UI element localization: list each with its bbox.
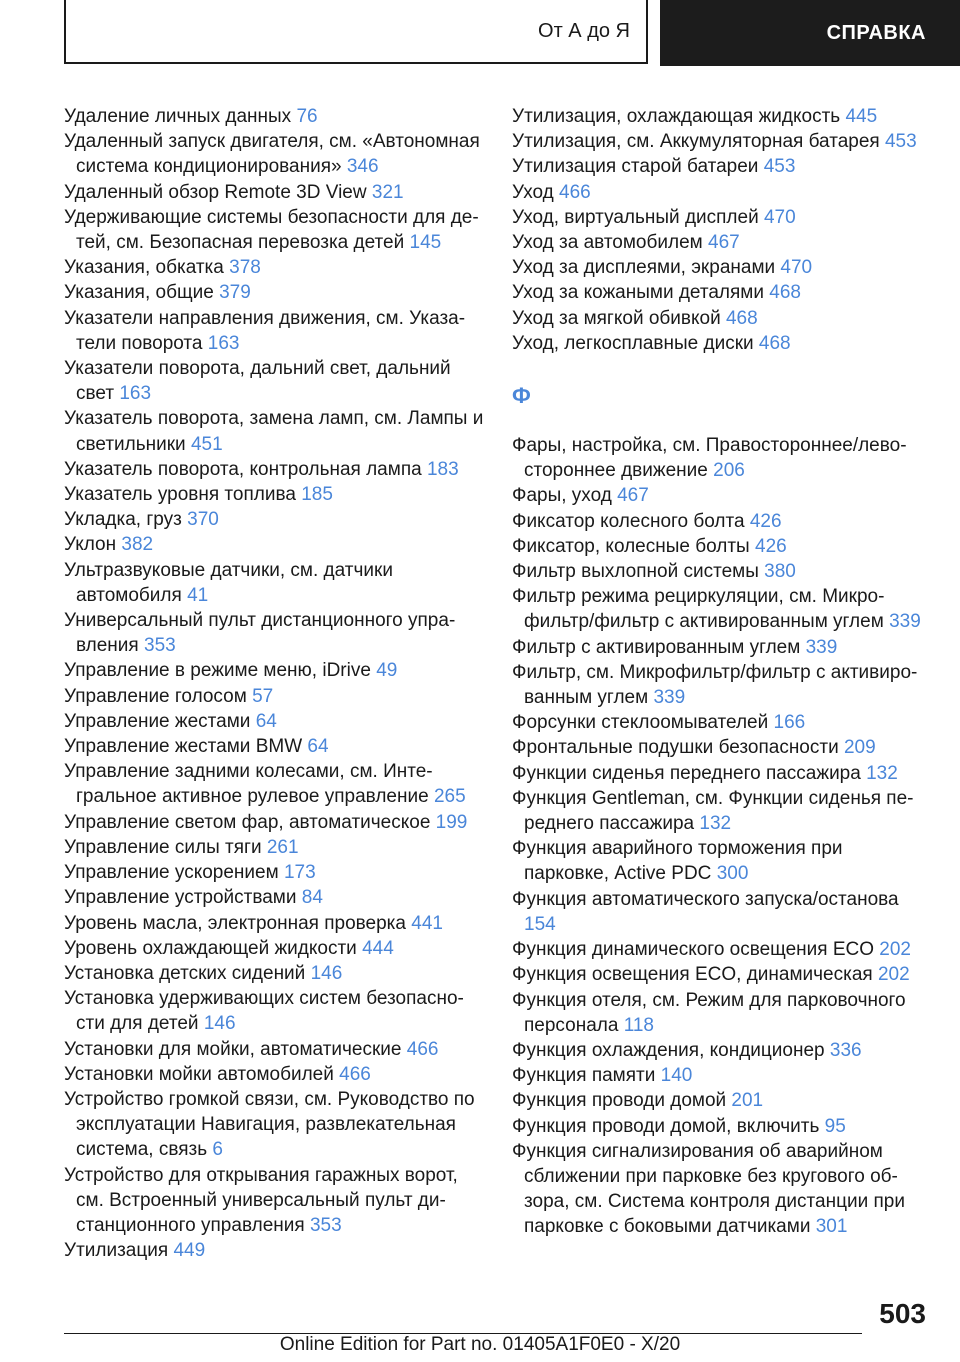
index-entry (512, 129, 932, 154)
page-reference-link[interactable]: 339 (889, 611, 921, 633)
index-entry (512, 230, 932, 255)
page-reference-link[interactable]: 166 (773, 712, 806, 734)
page-reference-link[interactable]: 380 (764, 561, 796, 583)
page-reference-link[interactable]: 426 (755, 535, 787, 557)
page-reference-link[interactable]: 353 (309, 1214, 342, 1236)
entry-text: Функция автоматического запуска/останова (512, 888, 899, 910)
page-reference-link[interactable]: 467 (617, 485, 649, 507)
page-reference-link[interactable]: 336 (829, 1039, 862, 1061)
page-reference-link[interactable]: 426 (749, 510, 782, 532)
entry-text: Указатель поворота, контрольная лампа (64, 458, 422, 480)
entry-text: Удаленный обзор Remote 3D View (64, 181, 367, 203)
entry-text: Функция динамического освещения ECO (512, 939, 875, 961)
index-entry (64, 457, 484, 482)
entry-text: Фильтр выхлопной системы (512, 561, 759, 583)
page-reference-link[interactable]: 49 (376, 660, 398, 682)
index-entry (64, 810, 484, 835)
page-reference-link[interactable]: 301 (815, 1216, 848, 1238)
index-entry (64, 885, 484, 910)
index-entry (64, 709, 484, 734)
entry-text: Уход за кожаными деталями (512, 282, 764, 304)
chapter-tab (660, 0, 960, 66)
entry-text: Функция аварийного торможения при парковке, Active PDC (512, 838, 843, 885)
entry-text: Утилизация (64, 1240, 169, 1262)
index-entry (512, 584, 932, 634)
index-entry (512, 180, 932, 205)
entry-text: Уход, виртуальный дисплей (512, 206, 759, 228)
page-reference-link[interactable]: 321 (371, 181, 404, 203)
entry-text: Фронтальные подушки безопасности (512, 737, 839, 759)
index-entry (64, 280, 484, 305)
page-reference-link[interactable]: 185 (301, 484, 333, 506)
page-reference-link[interactable]: 6 (212, 1139, 223, 1161)
page-reference-link[interactable]: 468 (769, 282, 801, 304)
entry-text: Установка детских сидений (64, 962, 306, 984)
page-reference-link[interactable]: 468 (758, 332, 791, 354)
entry-text: Функция проводи домой (512, 1090, 727, 1112)
page-reference-link[interactable]: 64 (255, 710, 277, 732)
index-entry (64, 658, 484, 683)
page-reference-link[interactable]: 370 (187, 509, 219, 531)
entry-text: Функция освещения ECO, динамическая (512, 964, 873, 986)
index-entry (512, 635, 932, 660)
index-entry (64, 255, 484, 280)
page-reference-link[interactable]: 163 (119, 383, 152, 405)
page-reference-link[interactable]: 466 (406, 1038, 439, 1060)
page-reference-link[interactable]: 57 (252, 685, 274, 707)
index-entry (64, 482, 484, 507)
footer-edition: Online Edition for Part no. 01405A1F0E0 - X/20 (279, 1334, 681, 1355)
index-entry (512, 104, 932, 129)
page-reference-link[interactable]: 183 (426, 458, 459, 480)
entry-text: Уход (512, 181, 554, 203)
page-reference-link[interactable]: 163 (207, 332, 240, 354)
entry-text: Фиксатор, колесные болты (512, 535, 750, 557)
index-entry (512, 1139, 932, 1240)
index-entry (64, 986, 484, 1036)
page-reference-link[interactable]: 84 (301, 887, 323, 909)
page-reference-link[interactable]: 261 (266, 836, 299, 858)
index-entry (64, 1238, 484, 1263)
page-reference-link[interactable]: 353 (144, 635, 176, 657)
entry-text: Устройство громкой связи, см. Руководство по эксплуатации Навигация, развлекательная система, связь (64, 1088, 475, 1161)
entry-text: Установки мойки автомобилей (64, 1063, 334, 1085)
entry-text: Удаленный запуск двигателя, см. «Автономная система кондиционирования» (64, 131, 480, 178)
index-group-f (512, 433, 932, 1240)
page-reference-link[interactable]: 441 (411, 912, 443, 934)
page-reference-link[interactable]: 118 (623, 1014, 654, 1036)
page-reference-link[interactable]: 140 (660, 1065, 693, 1087)
entry-text: Указатель уровня топлива (64, 484, 296, 506)
page-reference-link[interactable]: 146 (310, 962, 343, 984)
page-reference-link[interactable]: 76 (296, 106, 318, 127)
entry-text: Функция проводи домой, включить (512, 1115, 820, 1137)
entry-text: Фильтр, см. Микрофильтр/фильтр с активированным углем (512, 661, 918, 709)
index-entry (512, 1088, 932, 1113)
entry-text: Уровень масла, электронная проверка (64, 912, 406, 934)
index-entry (64, 180, 484, 205)
section-tab-label: От А до Я (538, 19, 630, 42)
page-reference-link[interactable]: 202 (879, 939, 911, 961)
index-entry (64, 1163, 484, 1239)
page-reference-link[interactable]: 132 (866, 762, 898, 784)
index-entry (512, 280, 932, 305)
entry-text: Функция сигнализирования об аварийном сближении при парковке без кругового обзора, см. Система контроля дистанции при парковке с боковыми датчиками (512, 1140, 905, 1238)
index-entry (64, 961, 484, 986)
page-reference-link[interactable]: 470 (763, 206, 796, 228)
entry-text: Фиксатор колесного болта (512, 510, 745, 532)
entry-text: Универсальный пульт дистанционного управления (64, 610, 456, 657)
page-reference-link[interactable]: 467 (708, 232, 740, 254)
entry-text: Фильтр с активированным углем (512, 636, 801, 658)
index-entry (64, 911, 484, 936)
index-entry (64, 129, 484, 179)
page-reference-link[interactable]: 453 (884, 131, 917, 153)
entry-text: Указания, обкатка (64, 257, 224, 279)
index-entry (512, 836, 932, 886)
entry-text: Утилизация старой батареи (512, 156, 759, 178)
index-entry (512, 962, 932, 987)
page-reference-link[interactable]: 453 (763, 156, 796, 178)
entry-text: Указатели направления движения, см. Указатели поворота (64, 307, 466, 354)
index-group-u-continued (512, 104, 932, 356)
index-entry (512, 887, 932, 937)
entry-text: Уход, легкосплавные диски (512, 332, 754, 354)
index-entry (64, 734, 484, 759)
index-entry (512, 786, 932, 836)
index-entry (512, 1063, 932, 1088)
index-entry (512, 559, 932, 584)
index-entry (64, 1062, 484, 1087)
index-entry (512, 255, 932, 280)
index-entry (64, 860, 484, 885)
page-reference-link[interactable]: 265 (433, 786, 466, 808)
index-entry (64, 558, 484, 608)
page-reference-link[interactable]: 346 (346, 156, 379, 178)
page-reference-link[interactable]: 201 (731, 1090, 764, 1112)
index-entry (64, 759, 484, 809)
index-entry (512, 306, 932, 331)
entry-text: Установки для мойки, автоматические (64, 1038, 402, 1060)
index-entry (512, 988, 932, 1038)
section-tab (64, 0, 648, 64)
index-entry (512, 331, 932, 356)
entry-text: Фильтр режима рециркуляции, см. Микрофильтр/фильтр с активированным углем (512, 586, 885, 633)
index-entry (512, 710, 932, 735)
page-reference-link[interactable]: 379 (219, 282, 251, 304)
page-reference-link[interactable]: 382 (121, 534, 154, 556)
entry-text: Управление жестами (64, 710, 251, 732)
entry-text: Ультразвуковые датчики, см. датчики автомобиля (64, 559, 393, 606)
page-reference-link[interactable]: 209 (843, 737, 876, 759)
entry-text: Уровень охлаждающей жидкости (64, 937, 357, 959)
index-entry (512, 937, 932, 962)
page-reference-link[interactable]: 378 (229, 257, 261, 279)
page-reference-link[interactable]: 95 (824, 1115, 846, 1137)
entry-text: Указатели поворота, дальний свет, дальний свет (64, 358, 451, 405)
entry-text: Устройство для открывания гаражных ворот, см. Встроенный универсальный пульт дистанционного управления (64, 1164, 458, 1236)
page-reference-link[interactable]: 145 (409, 232, 442, 254)
index-entry (512, 154, 932, 179)
index-entry (64, 835, 484, 860)
index-entry (64, 1087, 484, 1163)
entry-text: Фары, уход (512, 485, 612, 507)
index-entry (512, 735, 932, 760)
index-entry (64, 1037, 484, 1062)
page-reference-link[interactable]: 468 (725, 307, 758, 329)
index-entry (64, 936, 484, 961)
entry-text: Функция отеля, см. Режим для парковочного персонала (512, 989, 906, 1036)
page-reference-link[interactable]: 146 (203, 1013, 236, 1035)
entry-text: Уход за дисплеями, экранами (512, 257, 776, 279)
index-entry (64, 104, 484, 129)
index-entry (64, 356, 484, 406)
entry-text: Укладка, груз (64, 509, 182, 531)
entry-text: Управление ускорением (64, 862, 279, 884)
index-entry (512, 534, 932, 559)
page-reference-link[interactable]: 339 (805, 636, 838, 658)
entry-text: Управление задними колесами, см. Интегральное активное рулевое управление (64, 761, 433, 808)
index-entry (512, 205, 932, 230)
page-number: 503 (879, 1298, 926, 1329)
index-entry (512, 1114, 932, 1139)
entry-text: Удаление личных данных (64, 106, 292, 127)
entry-text: Уход за мягкой обивкой (512, 307, 721, 329)
entry-text: Управление голосом (64, 685, 247, 707)
index-letter-heading: Ф (512, 383, 531, 409)
index-entry (64, 507, 484, 532)
entry-text: Утилизация, см. Аккумуляторная батарея (512, 131, 880, 153)
page-reference-link[interactable]: 300 (716, 863, 749, 885)
page-reference-link[interactable]: 339 (653, 687, 686, 709)
page-reference-link[interactable]: 41 (187, 584, 209, 606)
entry-text: Уход за автомобилем (512, 232, 703, 254)
entry-text: Фары, настройка, см. Правостороннее/левостороннее движение (512, 435, 907, 482)
index-entry (512, 433, 932, 483)
page-reference-link[interactable]: 154 (524, 913, 556, 935)
page-reference-link[interactable]: 466 (559, 181, 591, 203)
page-reference-link[interactable]: 199 (435, 811, 468, 833)
entry-text: Управление силы тяги (64, 836, 262, 858)
entry-text: Управление в режиме меню, iDrive (64, 660, 371, 682)
page-reference-link[interactable]: 466 (339, 1063, 371, 1085)
index-entry (64, 532, 484, 557)
page-reference-link[interactable]: 445 (845, 106, 878, 127)
index-entry (512, 660, 932, 710)
index-entry (512, 483, 932, 508)
index-column-left (64, 104, 484, 1263)
entry-text: Функция Gentleman, см. Функции сиденья переднего пассажира (512, 787, 914, 835)
entry-text: Утилизация, охлаждающая жидкость (512, 106, 841, 127)
entry-text: Удерживающие системы безопасности для детей, см. Безопасная перевозка детей (64, 206, 479, 254)
entry-text: Уклон (64, 534, 117, 556)
page-reference-link[interactable]: 64 (307, 736, 329, 758)
entry-text: Функции сиденья переднего пассажира (512, 762, 861, 784)
entry-text: Установка удерживающих систем безопасности для детей (64, 988, 464, 1035)
index-entry (64, 608, 484, 658)
index-entry (512, 761, 932, 786)
chapter-tab-label: СПРАВКА (826, 21, 926, 44)
page-reference-link[interactable]: 202 (877, 964, 910, 986)
page-reference-link[interactable]: 444 (362, 937, 394, 959)
page-reference-link[interactable]: 449 (173, 1240, 206, 1262)
index-entry (64, 684, 484, 709)
index-entry (64, 306, 484, 356)
page-reference-link[interactable]: 173 (283, 862, 316, 884)
index-entry (64, 205, 484, 255)
entry-text: Указатель поворота, замена ламп, см. Лампы и светильники (64, 408, 484, 455)
entry-text: Форсунки стеклоомывателей (512, 712, 769, 734)
entry-text: Функция охлаждения, кондиционер (512, 1039, 825, 1061)
entry-text: Указания, общие (64, 282, 214, 304)
entry-text: Управление светом фар, автоматическое (64, 811, 431, 833)
entry-text: Управление жестами BMW (64, 736, 303, 758)
index-column-right (512, 104, 932, 1240)
entry-text: Управление устройствами (64, 887, 297, 909)
entry-text: Функция памяти (512, 1065, 656, 1087)
page-reference-link[interactable]: 470 (780, 257, 813, 279)
index-entry (512, 1038, 932, 1063)
page-reference-link[interactable]: 132 (699, 813, 732, 835)
page-reference-link[interactable]: 451 (190, 433, 223, 455)
index-entry (512, 509, 932, 534)
index-entry (64, 406, 484, 456)
page-reference-link[interactable]: 206 (713, 460, 745, 482)
